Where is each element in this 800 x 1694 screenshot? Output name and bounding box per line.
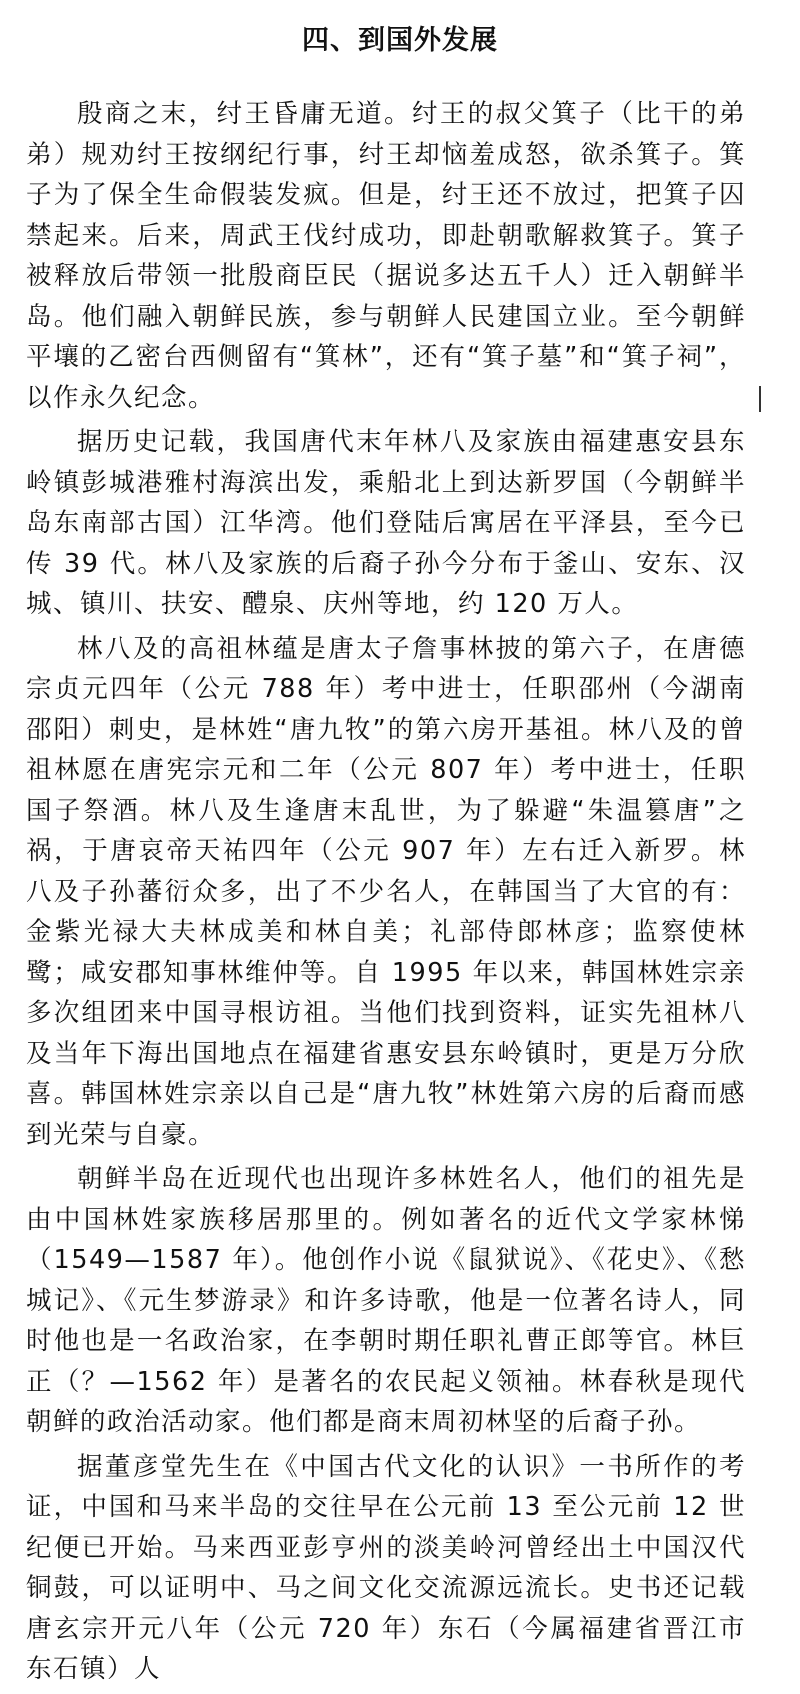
paragraph-jizi: 殷商之末，纣王昏庸无道。纣王的叔父箕子（比干的弟弟）规劝纣王按纲纪行事，纣王却恼羞成怒，欲杀箕子。箕子为了保全生命假装发疯。但是，纣王还不放过，把箕子囚禁起来。后来，周武王伐纣成功，即赴朝歌解救箕子。箕子被释放后带领一批殷商臣民（据说多达五千人）迁入朝鲜半岛。他们融入朝鲜民族，参与朝鲜人民建国立业。至今朝鲜平壤的乙密台西侧留有“箕林”，还有“箕子墓”和“箕子祠”，以作永久纪念。 — [26, 99, 746, 413]
paragraph-lin-baji-migration: 据历史记载，我国唐代末年林八及家族由福建惠安县东岭镇彭城港雅村海滨出发，乘船北上到达新罗国（今朝鲜半岛东南部古国）江华湾。他们登陆后寓居在平泽县，至今已传 39 代。林八及家族的后裔子孙今分布于釜山、安东、汉城、镇川、扶安、醴泉、庆州等地，约 120 万人。 — [26, 427, 746, 619]
body-text — [26, 94, 746, 1694]
paragraph-malay-peninsula: 据董彦堂先生在《中国古代文化的认识》一书所作的考证，中国和马来半岛的交往早在公元前 13 至公元前 12 世纪便已开始。马来西亚彭亨州的淡美岭河曾经出土中国汉代铜鼓，可以证明中、马之间文化交流源远流长。史书还记载唐玄宗开元八年（公元 720 年）东石（今属福建省晋江市东石镇）人 — [26, 1451, 746, 1684]
paragraph-lin-baji-ancestry: 林八及的高祖林蕴是唐太子詹事林披的第六子，在唐德宗贞元四年（公元 788 年）考中进士，任职邵州（今湖南邵阳）刺史，是林姓“唐九牧”的第六房开基祖。林八及的曾祖林愿在唐宪宗元和二年（公元 807 年）考中进士，任职国子祭酒。林八及生逢唐末乱世，为了躲避“朱温篡唐”之祸，于唐哀帝天祐四年（公元 907 年）左右迁入新罗。林八及子孙蕃衍众多，出了不少名人，在韩国当了大官的有：金紫光禄大夫林成美和林自美；礼部侍郎林彦；监察使林鹭；咸安郡知事林维仲等。自 1995 年以来，韩国林姓宗亲多次组团来中国寻根访祖。当他们找到资料，证实先祖林八及当年下海出国地点在福建省惠安县东岭镇时，更是万分欣喜。韩国林姓宗亲以自己是“唐九牧”林姓第六房的后裔而感到光荣与自豪。 — [26, 633, 746, 1150]
margin-mark — [759, 386, 761, 412]
section-title: 四、到国外发展 — [302, 25, 498, 56]
paragraph-korean-lin-figures: 朝鲜半岛在近现代也出现许多林姓名人，他们的祖先是由中国林姓家族移居那里的。例如著名的近代文学家林悌（1549—1587 年）。他创作小说《鼠狱说》、《花史》、《愁城记》、《元生梦游录》和许多诗歌，他是一位著名诗人，同时他也是一名政治家，在李朝时期任职礼曹正郎等官。林巨正（？—1562 年）是著名的农民起义领袖。林春秋是现代朝鲜的政治活动家。他们都是商末周初林坚的后裔子孙。 — [26, 1164, 746, 1437]
